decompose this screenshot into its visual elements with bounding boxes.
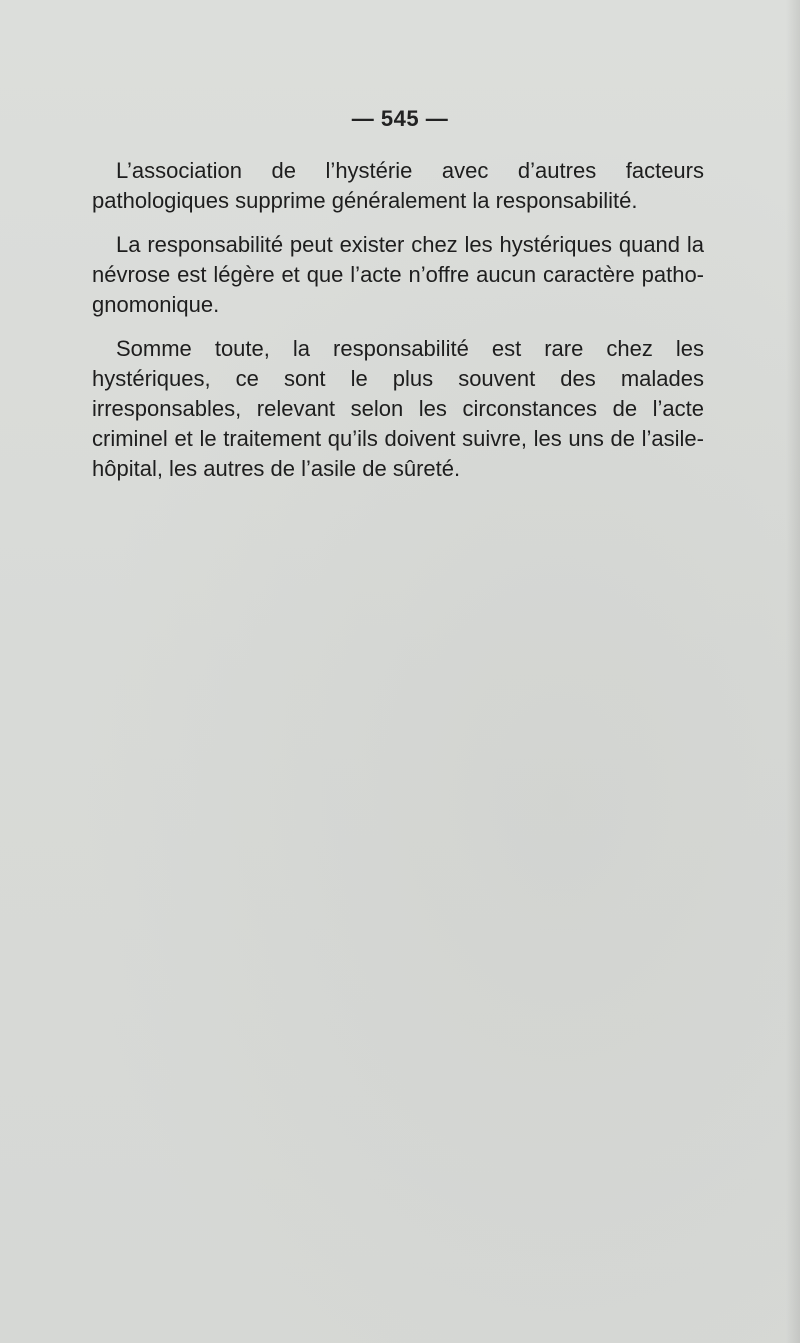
page-number: — 545 —	[351, 106, 449, 131]
paragraph-text: L’association de l’hystérie avec d’autres facteurs pathologiques supprime généralement la responsabilité.	[92, 158, 704, 213]
paragraph-1	[92, 156, 704, 216]
paragraph-text: La responsabilité peut exister chez les hystériques quand la névrose est légère et que l’acte n’offre aucun caractère patho-gnomonique.	[92, 232, 704, 317]
page-edge-shadow	[786, 0, 800, 1343]
paragraph-2	[92, 230, 704, 320]
paragraph-3	[92, 334, 704, 484]
paragraph-text: Somme toute, la responsabilité est rare chez les hystériques, ce sont le plus souvent des malades irresponsables, relevant selon les circonstances de l’acte criminel et le traitement qu’ils doivent suivre, les uns de l’asile-hôpital, les autres de l’asile de sûreté.	[92, 336, 704, 481]
